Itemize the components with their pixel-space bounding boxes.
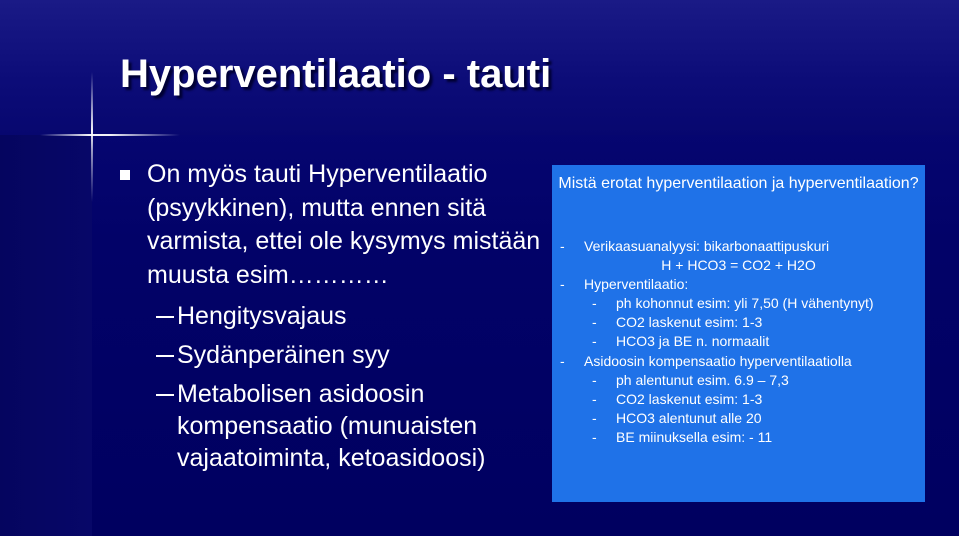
- info-line: [552, 352, 925, 371]
- info-box-lines: [552, 237, 925, 447]
- info-line: [552, 313, 925, 332]
- main-bullet-item: [120, 158, 550, 292]
- sparkle-horizontal-decoration: [40, 134, 180, 136]
- line-text: Verikaasuanalyysi: bikarbonaattipuskuri: [584, 238, 830, 254]
- line-text: Asidoosin kompensaatio hyperventilaatiolla: [584, 352, 852, 369]
- line-dash: -: [560, 352, 565, 369]
- line-text: HCO3 alentunut alle 20: [616, 409, 762, 426]
- main-bullet-text: On myös tauti Hyperventilaatio (psyykkinen), mutta ennen sitä varmista, ettei ole kysymys mistään muusta esim…………: [147, 160, 541, 289]
- info-line: [552, 371, 925, 390]
- left-shade: [0, 135, 92, 536]
- line-dash: -: [592, 428, 597, 445]
- left-bullet-list: [120, 158, 550, 481]
- line-text: Hyperventilaatio:: [584, 276, 689, 293]
- sub-bullet-text: Metabolisen asidoosin kompensaatio (munuaisten vajaatoiminta, ketoasidoosi): [177, 380, 486, 472]
- dash-bullet-icon: [156, 316, 174, 318]
- info-box: [552, 165, 925, 502]
- sub-bullet-text: Hengitysvajaus: [177, 302, 347, 330]
- line-text: CO2 laskenut esim: 1-3: [616, 314, 763, 331]
- info-line: [552, 275, 925, 294]
- info-line: [552, 409, 925, 428]
- line-text: HCO3 ja BE n. normaalit: [616, 333, 770, 350]
- sub-bullet-item: [120, 378, 550, 474]
- dash-bullet-icon: [156, 394, 174, 396]
- sparkle-vertical-decoration: [91, 72, 93, 202]
- line-dash: -: [592, 295, 597, 312]
- info-line: [552, 428, 925, 447]
- line-text: CO2 laskenut esim: 1-3: [616, 390, 763, 407]
- info-box-heading: Mistä erotat hyperventilaation ja hyperventilaation?: [558, 175, 919, 192]
- line-dash: -: [592, 390, 597, 407]
- line-dash: -: [592, 371, 597, 388]
- dash-bullet-icon: [156, 355, 174, 357]
- square-bullet-icon: [120, 170, 130, 180]
- line-text: ph kohonnut esim: yli 7,50 (H vähentynyt): [616, 295, 874, 312]
- equation-text: H + HCO3 = CO2 + H2O: [661, 257, 816, 274]
- line-text: ph alentunut esim. 6.9 – 7,3: [616, 371, 789, 388]
- line-dash: -: [560, 238, 565, 254]
- line-dash: -: [592, 333, 597, 350]
- line-dash: -: [592, 409, 597, 426]
- info-line: [552, 332, 925, 351]
- info-line-equation: [552, 256, 925, 275]
- line-dash: -: [560, 276, 565, 293]
- sub-bullet-list: [120, 300, 550, 474]
- info-line: [552, 294, 925, 313]
- info-line: [552, 237, 925, 256]
- sub-bullet-text: Sydänperäinen syy: [177, 341, 390, 369]
- info-line: [552, 390, 925, 409]
- line-dash: -: [592, 314, 597, 331]
- sub-bullet-item: [120, 300, 550, 332]
- line-text: BE miinuksella esim: - 11: [616, 428, 773, 445]
- slide-title: Hyperventilaatio - tauti: [120, 52, 552, 96]
- sub-bullet-item: [120, 339, 550, 371]
